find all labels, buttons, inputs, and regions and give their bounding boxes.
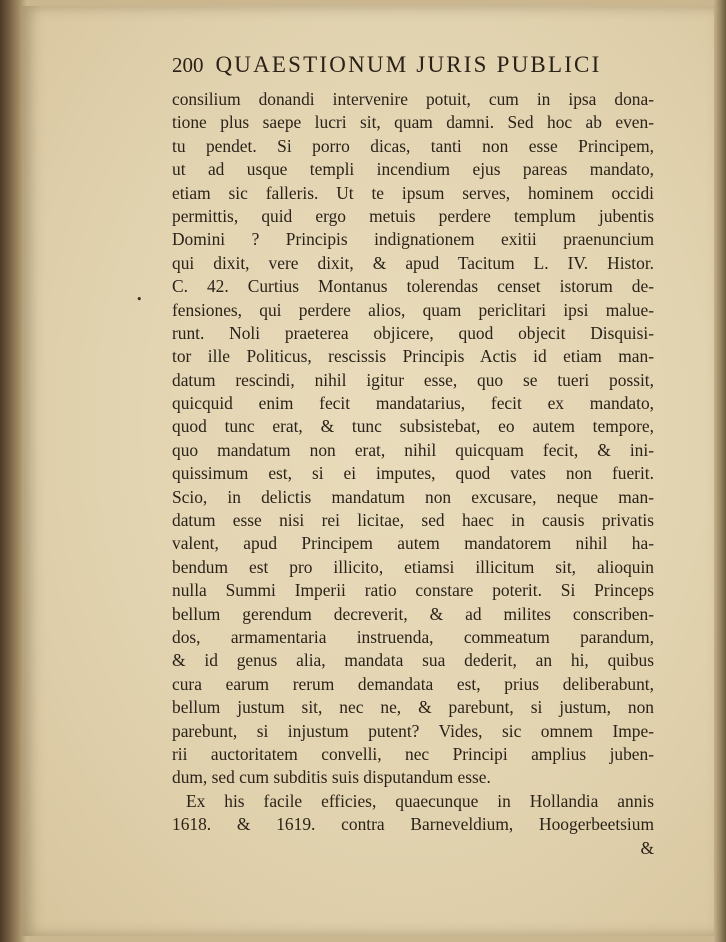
- text-line: rii auctoritatem convelli, nec Principi amplius juben-: [172, 743, 654, 764]
- text-line: Ex his facile efficies, quaecunque in Hollandia annis: [186, 790, 654, 811]
- page-fore-edge: [714, 0, 726, 942]
- text-line: quo mandatum non erat, nihil quicquam fecit, & ini-: [172, 439, 654, 460]
- text-line: quissimum est, si ei imputes, quod vates non fuerit.: [172, 463, 654, 484]
- text-line: etiam sic falleris. Ut te ipsum serves, hominem occidi: [172, 182, 654, 203]
- text-line: dos, armamentaria instruenda, commeatum parandum,: [172, 626, 654, 647]
- text-line: datum esse nisi rei licitae, sed haec in causis privatis: [172, 510, 654, 531]
- text-line: permittis, quid ergo metuis perdere templum jubentis: [172, 205, 654, 226]
- text-line: bendum est pro illicito, etiamsi illicitum sit, alioquin: [172, 556, 654, 577]
- text-line: C. 42. Curtius Montanus tolerendas censet istorum de-: [172, 276, 654, 297]
- margin-marker: •: [136, 293, 143, 306]
- catchword: &: [640, 837, 654, 858]
- text-line: nulla Summi Imperii ratio constare poterit. Si Princeps: [172, 580, 654, 601]
- text-line: quod tunc erat, & tunc subsistebat, eo autem tempore,: [172, 416, 654, 437]
- text-line: datum rescindi, nihil igitur esse, quo se tueri possit,: [172, 369, 654, 390]
- text-line: runt. Noli praeterea objicere, quod objecit Disquisi-: [172, 322, 654, 343]
- text-line: bellum justum sit, nec ne, & parebunt, si justum, non: [172, 697, 654, 718]
- text-line: valent, apud Principem autem mandatorem nihil ha-: [172, 533, 654, 554]
- text-line: ut ad usque templi incendium ejus pareas mandato,: [172, 159, 654, 180]
- body-text: [172, 88, 654, 860]
- text-line: fensiones, qui perdere alios, quam periclitari ipsi malue-: [172, 299, 654, 320]
- running-head-title: QUAESTIONUM JURIS PUBLICI: [215, 52, 602, 77]
- page-number: 200: [172, 53, 204, 77]
- text-line: Domini ? Principis indignationem exitii praenuncium: [172, 229, 654, 250]
- text-line: consilium donandi intervenire potuit, cum in ipsa dona-: [172, 89, 654, 109]
- text-line: & id genus alia, mandata sua dederit, an hi, quibus: [172, 650, 654, 671]
- text-line: bellum gerendum decreverit, & ad milites conscriben-: [172, 603, 654, 624]
- text-line: dum, sed cum subditis suis disputandum esse.: [172, 767, 491, 788]
- text-line: parebunt, si injustum putent? Vides, sic omnem Impe-: [172, 720, 654, 741]
- text-line: qui dixit, vere dixit, & apud Tacitum L. IV. Histor.: [172, 252, 654, 273]
- running-head: [172, 52, 642, 86]
- text-line: quicquid enim fecit mandatarius, fecit ex mandato,: [172, 393, 654, 414]
- text-line: cura earum rerum demandata est, prius deliberabunt,: [172, 673, 654, 694]
- text-line: tione plus saepe lucri sit, quam damni. Sed hoc ab even-: [172, 112, 654, 133]
- text-line: tor ille Politicus, rescissis Principis Actis id etiam man-: [172, 346, 654, 367]
- text-line: Scio, in delictis mandatum non excusare, neque man-: [172, 486, 654, 507]
- text-line: 1618. & 1619. contra Barneveldium, Hoogerbeetsium: [172, 814, 654, 835]
- text-line: tu pendet. Si porro dicas, tanti non esse Principem,: [172, 135, 654, 156]
